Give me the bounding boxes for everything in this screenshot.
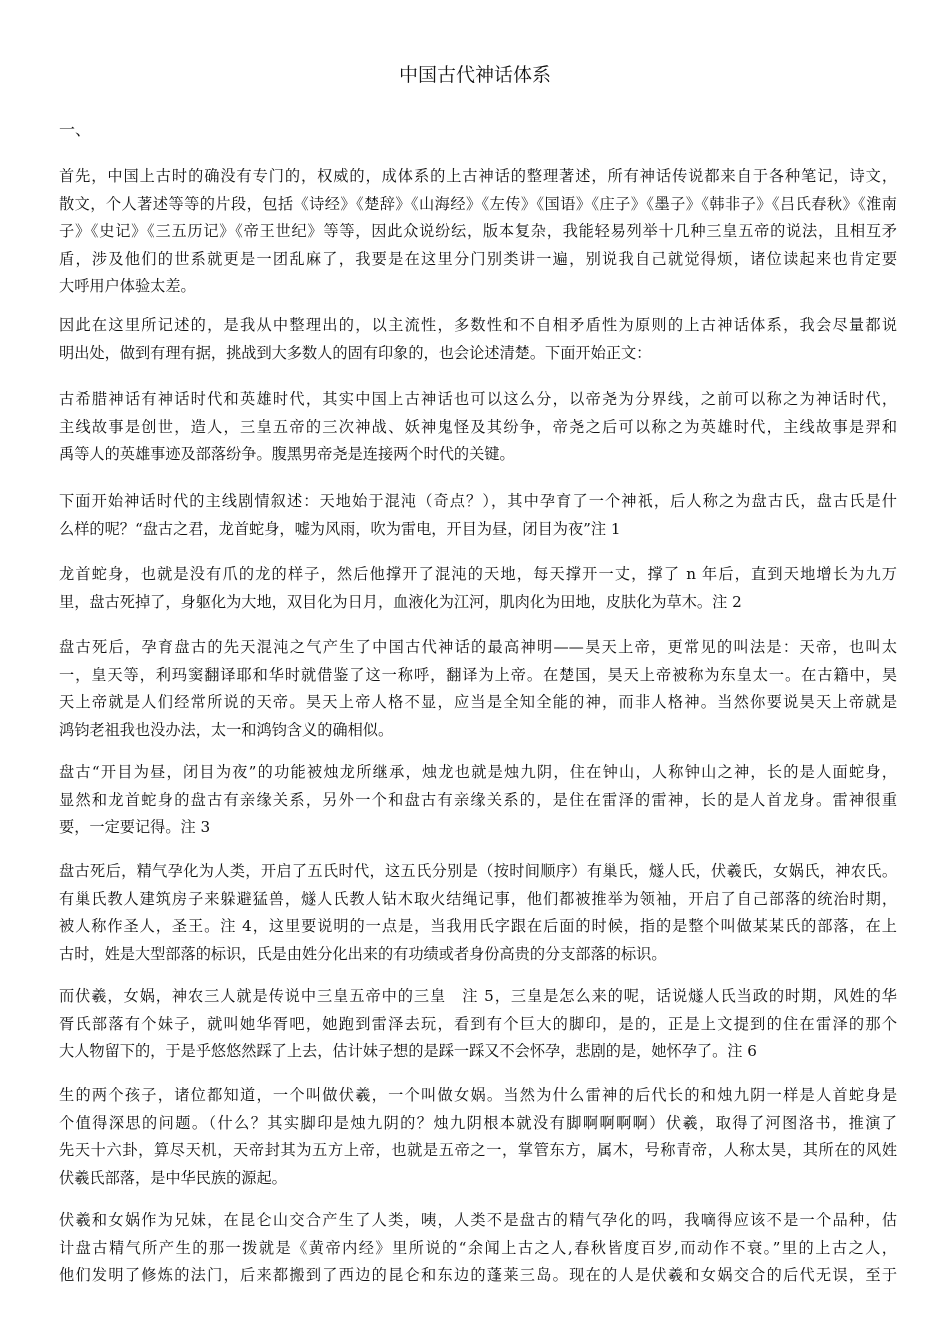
text-line: 大人物留下的，于是乎悠悠然踩了上去，估计妹子想的是踩一踩又不会怀孕，悲剧的是，她怀孕了。注 6 [59,1042,757,1060]
text-line: 子》《史记》《三五历记》《帝王世纪》等等，因此众说纷纭，版本复杂，我能轻易列举十几种三皇五帝的说法，且相互矛 [59,222,897,240]
text-line: 盾，涉及他们的世系就更是一团乱麻了，我要是在这里分门别类讲一遍，别说我自己就觉得烦，诸位读起来也肯定要 [59,249,897,268]
text-line: 大呼用户体验太差。 [59,277,196,295]
text-line: 里，盘古死掉了，身躯化为大地，双目化为日月，血液化为江河，肌肉化为田地，皮肤化为草木。注 2 [59,592,742,611]
text-line: 一，皇天等，利玛窦翻译耶和华时就借鉴了这一称呼，翻译为上帝。在楚国，昊天上帝被称为东皇太一。在古籍中，昊 [59,665,897,684]
text-line: 个值得深思的问题。（什么？其实脚印是烛九阴的？烛九阴根本就没有脚啊啊啊啊）伏羲，取得了河图洛书，推演了 [59,1113,897,1132]
paragraph [59,858,897,968]
text-line: 而伏羲，女娲，神农三人就是传说中三皇五帝中的三皇 注 5，三皇是怎么来的呢，话说燧人氏当政的时期，风姓的华 [59,987,897,1005]
paragraph [59,759,897,842]
text-line: 有巢氏教人建筑房子来躲避猛兽，燧人氏教人钻木取火结绳记事，他们都被推举为领袖，开启了自己部落的统治时期， [59,889,897,908]
paragraph [59,163,897,301]
paragraph [59,488,897,543]
paragraph [59,312,897,367]
text-line: 盘古“开目为昼，闭目为夜”的功能被烛龙所继承，烛龙也就是烛九阴，住在钟山，人称钟山之神，长的是人面蛇身， [59,763,897,781]
text-line: 禹等人的英雄事迹及部落纷争。腹黑男帝尧是连接两个时代的关键。 [59,445,515,463]
section-label: 一、 [59,120,92,139]
paragraph [59,386,897,469]
text-line: 计盘古精气所产生的那一拨就是《黄帝内经》里所说的“余闻上古之人,春秋皆度百岁,而动作不衰。”里的上古之人， [59,1238,897,1257]
paragraph [59,983,897,1066]
text-line: 明出处，做到有理有据，挑战到大多数人的固有印象的，也会论述清楚。下面开始正文： [59,343,652,362]
text-line: 胥氏部落有个妹子，就叫她华胥吧，她跑到雷泽去玩，看到有个巨大的脚印，是的，正是上文提到的住在雷泽的那个 [59,1014,897,1033]
text-line: 天上帝就是人们经常所说的天帝。昊天上帝人格不显，应当是全知全能的神，而非人格神。当然你要说昊天上帝就是 [59,693,897,711]
text-line: 首先，中国上古时的确没有专门的，权威的，成体系的上古神话的整理著述，所有神话传说都来自于各种笔记，诗文， [59,167,897,185]
paragraph [59,1207,897,1290]
text-line: 散文，个人著述等等的片段，包括《诗经》《楚辞》《山海经》《左传》《国语》《庄子》《墨子》《韩非子》《吕氏春秋》《淮南 [59,194,897,213]
text-line: 鸿钧老祖我也没办法，太一和鸿钧含义的确相似。 [59,720,394,739]
text-line: 因此在这里所记述的，是我从中整理出的，以主流性，多数性和不自相矛盾性为原则的上古神话体系，我会尽量都说 [59,316,897,334]
text-line: 古时，姓是大型部落的标识，氏是由姓分化出来的有功绩或者身份高贵的分支部落的标识。 [59,944,667,963]
text-line: 要，一定要记得。注 3 [59,818,211,836]
text-line: 伏羲氏部落，是中华民族的源起。 [59,1168,287,1187]
text-line: 么样的呢？“盘古之君，龙首蛇身，嘘为风雨，吹为雷电，开目为昼，闭目为夜”注 1 [59,519,621,538]
text-line: 生的两个孩子，诸位都知道，一个叫做伏羲，一个叫做女娲。当然为什么雷神的后代长的和烛九阴一样是人首蛇身是 [59,1086,897,1104]
text-line: 龙首蛇身，也就是没有爪的龙的样子，然后他撑开了混沌的天地，每天撑开一丈，撑了 n 年后，直到天地增长为九万 [59,565,897,583]
text-line: 他们发明了修炼的法门，后来都搬到了西边的昆仑和东边的蓬莱三岛。现在的人是伏羲和女娲交合的后代无误，至于 [59,1266,897,1284]
text-line: 显然和龙首蛇身的盘古有亲缘关系，另外一个和盘古有亲缘关系的，是住在雷泽的雷神，长的是人首龙身。雷神很重 [59,790,897,809]
text-line: 被人称作圣人，圣王。注 4，这里要说明的一点是，当我用氏字跟在后面的时候，指的是整个叫做某某氏的部落，在上 [59,917,897,935]
text-line: 主线故事是创世，造人，三皇五帝的三次神战、妖神鬼怪及其纷争，帝尧之后可以称之为英雄时代，主线故事是羿和 [59,417,897,436]
text-line: 古希腊神话有神话时代和英雄时代，其实中国上古神话也可以这么分，以帝尧为分界线，之前可以称之为神话时代， [59,390,897,408]
paragraph [59,561,897,616]
document-title: 中国古代神话体系 [398,64,551,86]
text-line: 盘古死后，孕育盘古的先天混沌之气产生了中国古代神话的最高神明——昊天上帝，更常见的叫法是：天帝，也叫太 [59,638,897,656]
paragraph [59,1082,897,1192]
paragraph [59,634,897,744]
text-line: 盘古死后，精气孕化为人类，开启了五氏时代，这五氏分别是（按时间顺序）有巢氏，燧人氏，伏羲氏，女娲氏，神农氏。 [59,862,897,880]
text-line: 下面开始神话时代的主线剧情叙述：天地始于混沌（奇点？），其中孕育了一个神祇，后人称之为盘古氏，盘古氏是什 [59,492,897,510]
text-line: 先天十六卦，算尽天机，天帝封其为五方上帝，也就是五帝之一，掌管东方，属木，号称青帝，人称太昊，其所在的风姓 [59,1141,897,1159]
text-line: 伏羲和女娲作为兄妹，在昆仑山交合产生了人类，咦，人类不是盘古的精气孕化的吗，我嘀得应该不是一个品种，估 [59,1211,897,1229]
